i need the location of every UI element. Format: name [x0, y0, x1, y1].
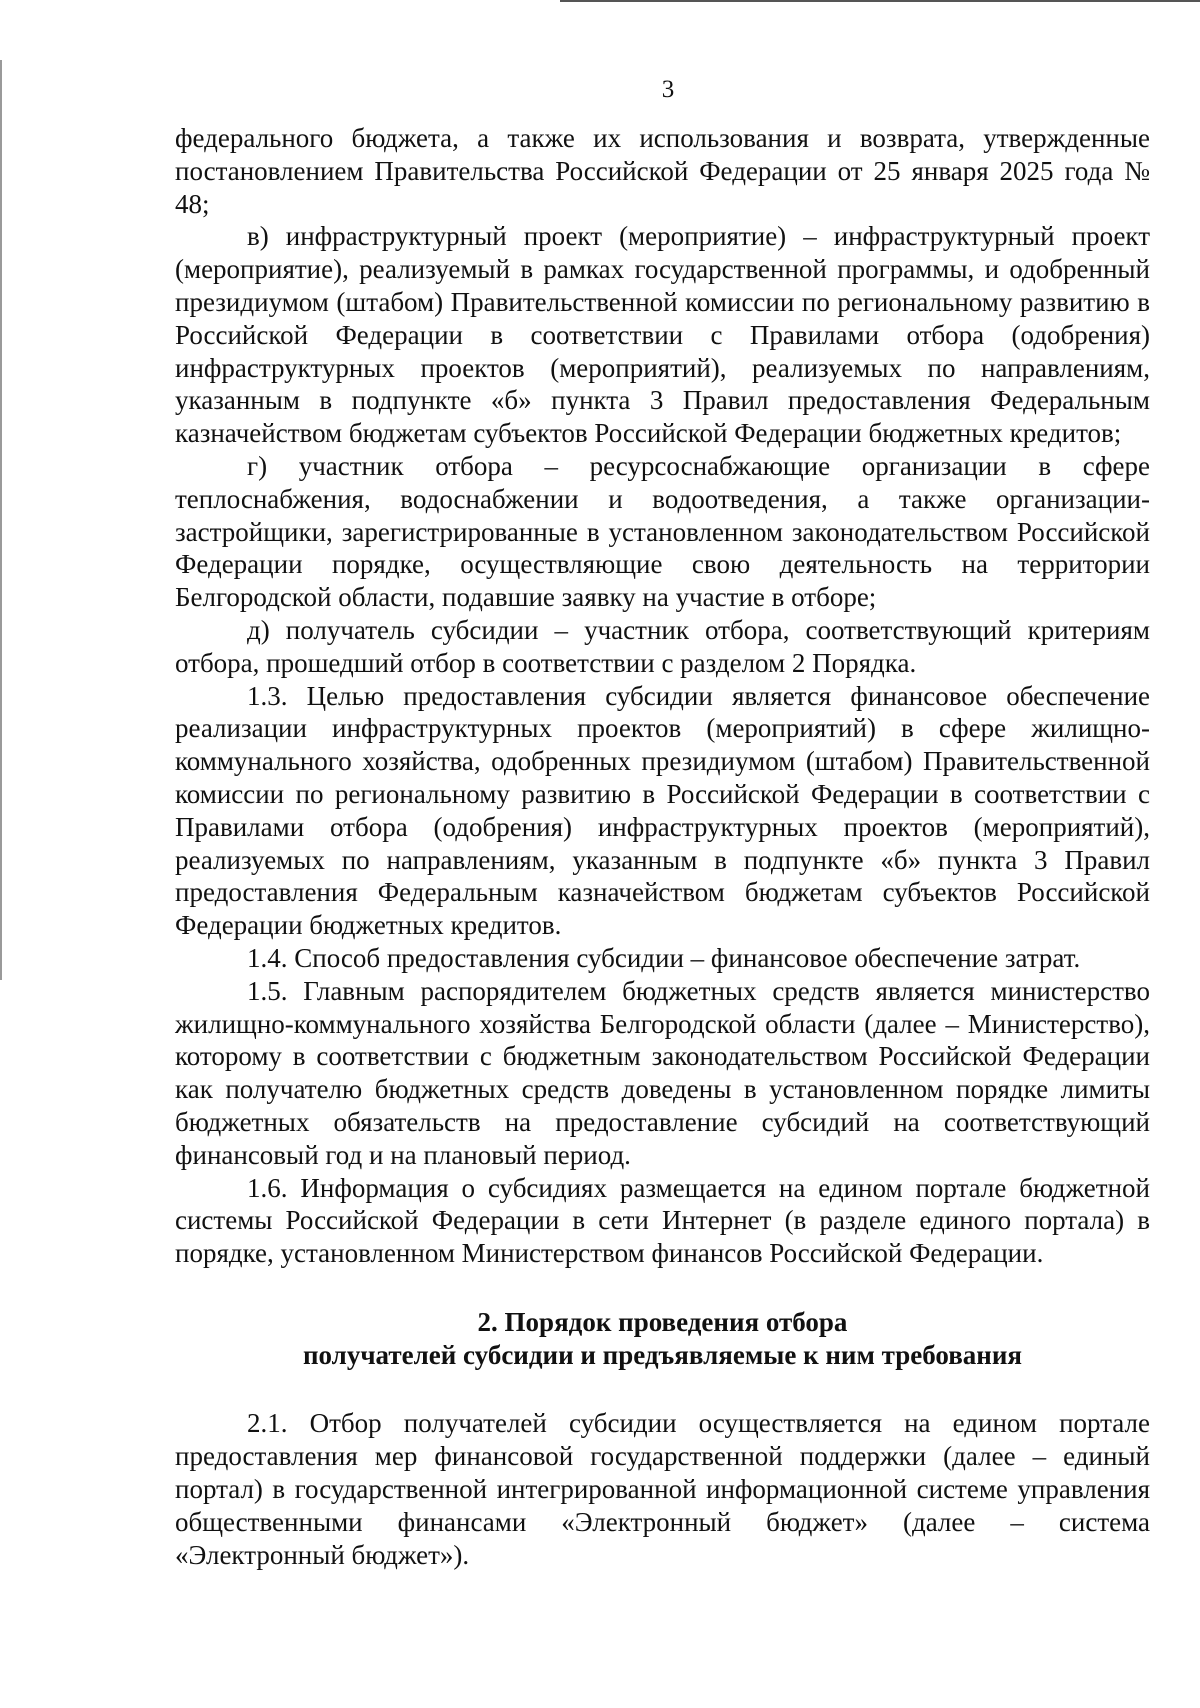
section-heading [175, 1306, 1150, 1372]
paragraph: 1.5. Главным распорядителем бюджетных средств является министерство жилищно-коммунального хозяйства Белгородской области (далее – Министерство), которому в соответствии с бюджетным законодательством Российской Федерации как получателю бюджетных средств доведены в установленном порядке лимиты бюджетных обязательств на предоставление субсидий на соответствующий финансовый год и на плановый период. [175, 975, 1150, 1170]
paragraphs-section-2 [175, 1407, 1150, 1571]
paragraph: 1.6. Информация о субсидиях размещается на едином портале бюджетной системы Российской Федерации в сети Интернет (в разделе единого портала) в порядке, установленном Министерством финансов Российской Федерации. [175, 1172, 1150, 1269]
paragraph: в) инфраструктурный проект (мероприятие) – инфраструктурный проект (мероприятие), реализуемый в рамках государственной программы, и одобренный президиумом (штабом) Правительственной комиссии по региональному развитию в Российской Федерации в соответствии с Правилами отбора (одобрения) инфраструктурных проектов (мероприятий), реализуемых по направлениям, указанным в подпункте «б» пункта 3 Правил предоставления Федеральным казначейством бюджетам субъектов Российской Федерации бюджетных кредитов; [175, 221, 1150, 449]
document-body [175, 122, 1150, 1571]
section-heading-line-1: 2. Порядок проведения отбора [477, 1306, 848, 1337]
section-heading-line-2: получателей субсидии и предъявляемые к ним требования [302, 1339, 1022, 1370]
paragraph: 1.3. Целью предоставления субсидии является финансовое обеспечение реализации инфраструктурных проектов (мероприятий) в сфере жилищно-коммунального хозяйства, одобренных президиумом (штабом) Правительственной комиссии по региональному развитию в Российской Федерации в соответствии с Правилами отбора (одобрения) инфраструктурных проектов (мероприятий), реализуемых по направлениям, указанным в подпункте «б» пункта 3 Правил предоставления Федеральным казначейством бюджетам субъектов Российской Федерации бюджетных кредитов. [175, 680, 1150, 941]
scan-edge-left [0, 60, 2, 980]
paragraph: федерального бюджета, а также их использования и возврата, утвержденные постановлением Правительства Российской Федерации от 25 января 2025 года № 48; [175, 123, 1150, 219]
page-number: 3 [661, 76, 675, 103]
paragraph: 2.1. Отбор получателей субсидии осуществляется на едином портале предоставления мер финансовой государственной поддержки (далее – единый портал) в государственной интегрированной информационной системе управления общественными финансами «Электронный бюджет» (далее – система «Электронный бюджет»). [175, 1408, 1150, 1570]
paragraph: г) участник отбора – ресурсоснабжающие организации в сфере теплоснабжения, водоснабжении и водоотведения, а также организации-застройщики, зарегистрированные в установленном законодательством Российской Федерации порядке, осуществляющие свою деятельность на территории Белгородской области, подавшие заявку на участие в отборе; [175, 450, 1150, 613]
scan-edge-top [560, 0, 1200, 2]
paragraphs-section-1 [175, 122, 1150, 1270]
paragraph: 1.4. Способ предоставления субсидии – финансовое обеспечение затрат. [247, 942, 1081, 973]
paragraph: д) получатель субсидии – участник отбора, соответствующий критериям отбора, прошедший отбор в соответствии с разделом 2 Порядка. [175, 614, 1150, 678]
